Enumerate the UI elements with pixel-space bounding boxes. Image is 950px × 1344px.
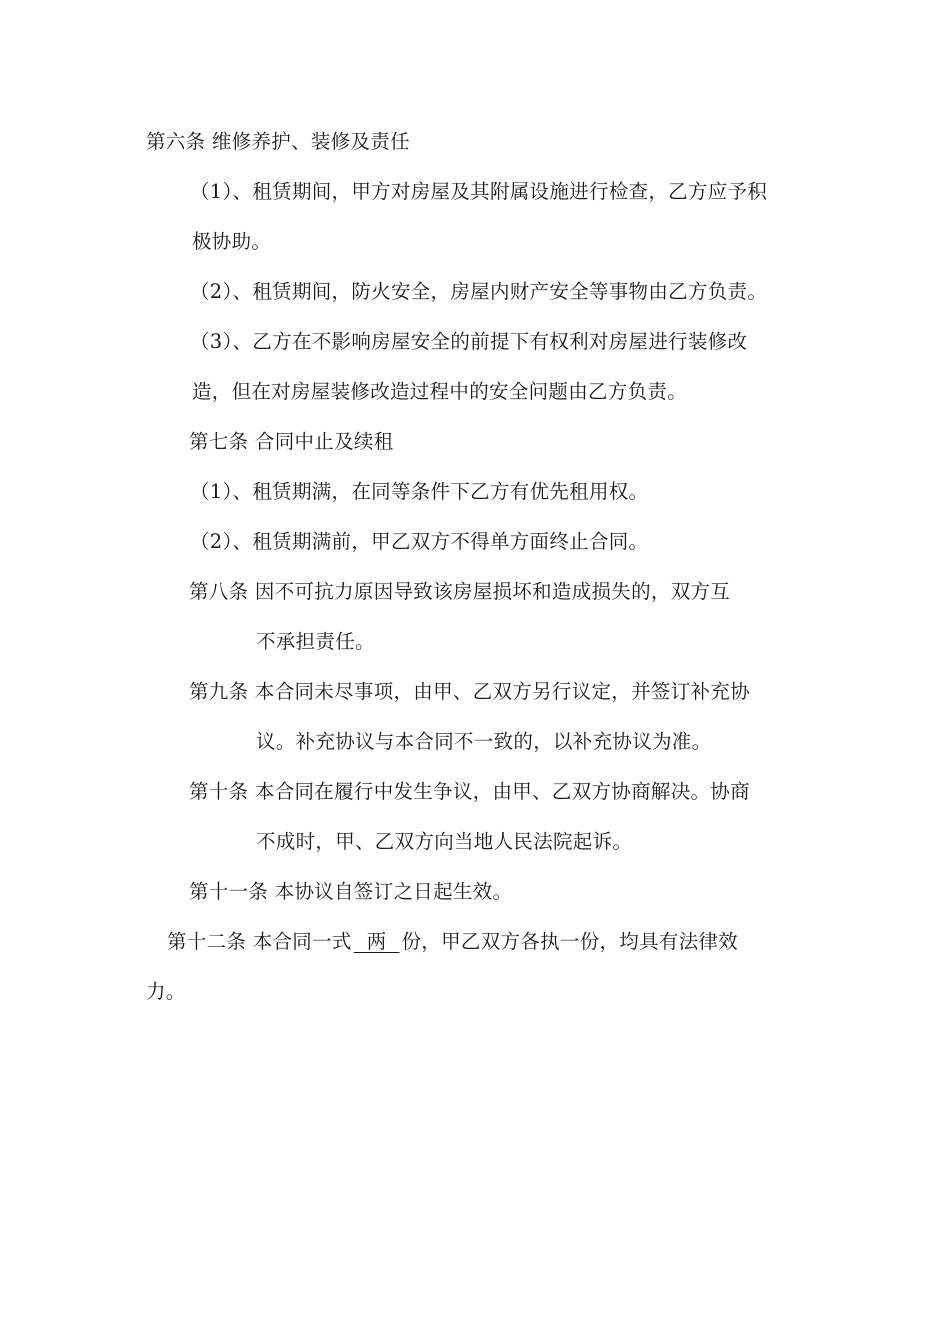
- article-6-item-1-cont: 极协助。: [192, 230, 272, 253]
- article-6-item-3: （3）、乙方在不影响房屋安全的前提下有权利对房屋进行装修改: [190, 330, 748, 353]
- article-7-item-1: （1）、租赁期满，在同等条件下乙方有优先租用权。: [190, 480, 649, 503]
- article-10: 第十条 本合同在履行中发生争议，由甲、乙双方协商解决。协商: [189, 780, 750, 803]
- article-8-cont: 不承担责任。: [256, 630, 375, 653]
- article-9-cont: 议。补充协议与本合同不一致的，以补充协议为准。: [256, 730, 712, 753]
- article-6-heading: 第六条 维修养护、装修及责任: [146, 130, 410, 153]
- article-8: 第八条 因不可抗力原因导致该房屋损坏和造成损失的，双方互: [189, 580, 731, 603]
- article-6-item-1: （1）、租赁期间，甲方对房屋及其附属设施进行检查，乙方应予积: [190, 180, 768, 203]
- article-6-item-2: （2）、租赁期间，防火安全，房屋内财产安全等事物由乙方负责。: [190, 280, 768, 303]
- article-7-item-2: （2）、租赁期满前，甲乙双方不得单方面终止合同。: [190, 530, 649, 553]
- article-6-item-3-cont: 造，但在对房屋装修改造过程中的安全问题由乙方负责。: [192, 380, 688, 403]
- article-12-cont: 力。: [146, 980, 186, 1003]
- article-9: 第九条 本合同未尽事项，由甲、乙双方另行议定，并签订补充协: [189, 680, 750, 703]
- article-12-suffix: 份，甲乙双方各执一份，均具有法律效: [401, 930, 739, 953]
- copies-count-blank: 两: [353, 930, 400, 953]
- article-11: 第十一条 本协议自签订之日起生效。: [189, 880, 513, 903]
- article-12-prefix: 第十二条 本合同一式: [167, 930, 352, 953]
- article-7-heading: 第七条 合同中止及续租: [189, 430, 394, 453]
- article-10-cont: 不成时，甲、乙双方向当地人民法院起诉。: [256, 830, 633, 853]
- article-12: [167, 928, 738, 956]
